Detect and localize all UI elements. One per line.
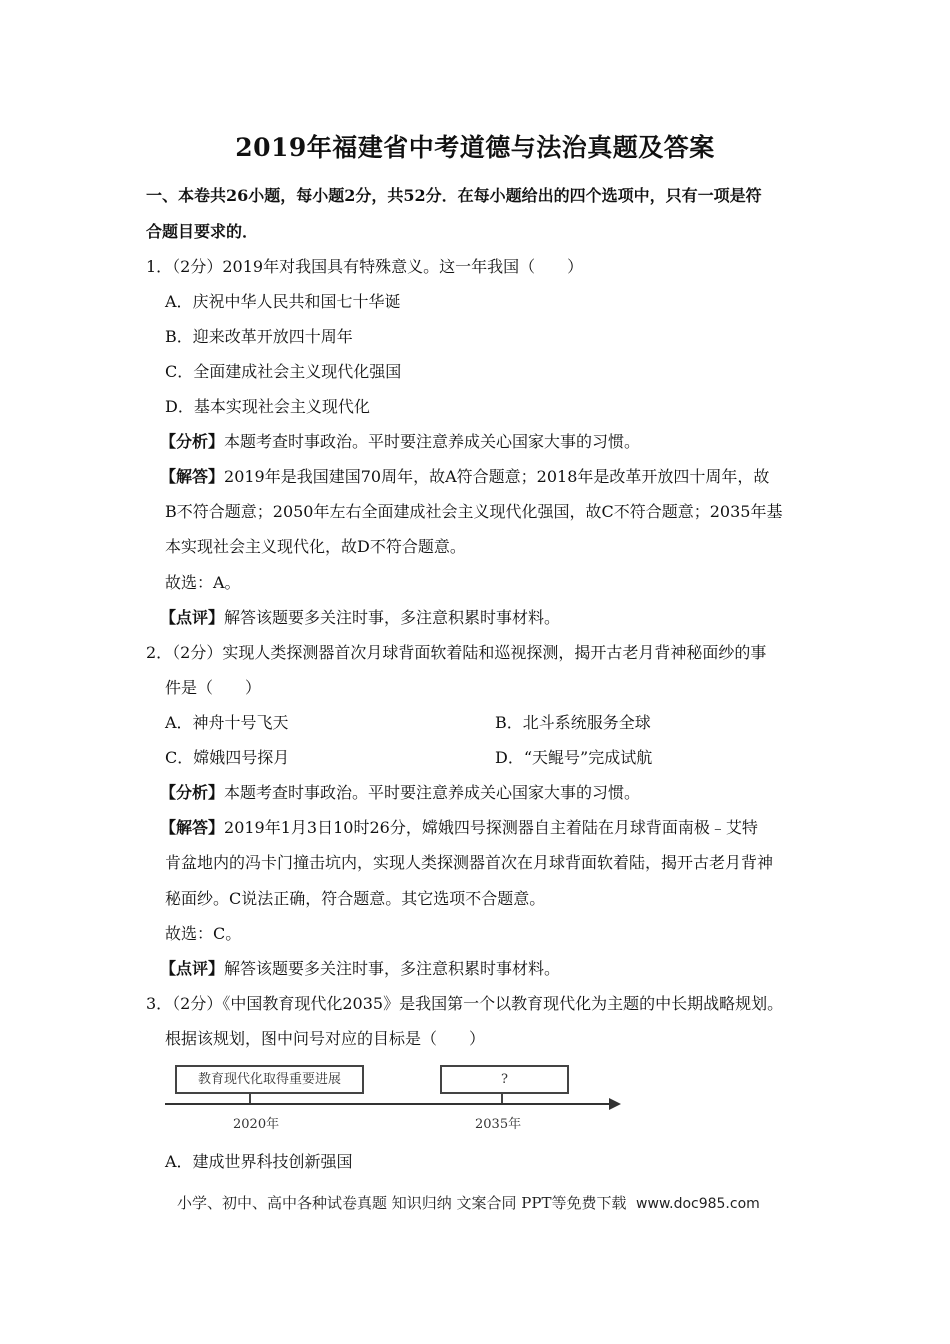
q1-answer-text1: 2019年是我国建国70周年，故A符合题意；2018年是改革开放四十周年，故 [224,467,770,486]
q2-option-d: D．“天鲲号”完成试航 [495,748,653,767]
q2-analysis [160,783,640,803]
q1-comment-text: 解答该题要多关注时事，多注意积累时事材料。 [224,608,561,627]
q2-analysis-tag: 【分析】 [160,783,225,802]
q2-answer-text1: 2019年1月3日10时26分，嫦娥四号探测器自主着陆在月球背面南极﹣艾特 [224,818,758,837]
page-footer [177,1192,760,1213]
section-heading-line1: 一、本卷共26小题，每小题2分，共52分．在每小题给出的四个选项中，只有一项是符 [146,186,762,205]
footer-url[interactable]: www.doc985.com [636,1196,760,1212]
q1-option-c: C．全面建成社会主义现代化强国 [165,362,402,381]
q2-stem-line1: 2．（2分）实现人类探测器首次月球背面软着陆和巡视探测，揭开古老月背神秘面纱的事 [146,643,767,662]
q1-option-d: D．基本实现社会主义现代化 [165,397,370,416]
q3-option-a: A．建成世界科技创新强国 [165,1152,353,1171]
q2-stem-line2: 件是（ ） [165,678,262,697]
timeline-box-2035: ? [440,1065,569,1094]
q1-option-b: B．迎来改革开放四十周年 [165,327,353,346]
timeline-axis [165,1103,611,1105]
q1-analysis-text: 本题考查时事政治。平时要注意养成关心国家大事的习惯。 [224,432,641,451]
q1-answer-line2: B不符合题意；2050年左右全面建成社会主义现代化强国，故C不符合题意；2035年基 [165,502,783,521]
q2-comment-tag: 【点评】 [160,959,225,978]
q2-option-a: A．神舟十号飞天 [165,713,289,732]
q1-answer-line1 [160,467,769,487]
timeline-box-2020: 教育现代化取得重要进展 [175,1065,364,1094]
q1-stem: 1．（2分）2019年对我国具有特殊意义。这一年我国（ ） [146,257,584,276]
page-title: 2019年福建省中考道德与法治真题及答案 [235,133,715,162]
q3-stem-line2: 根据该规划，图中问号对应的目标是（ ） [165,1029,486,1048]
q2-answer-tag: 【解答】 [160,818,225,837]
q1-option-a: A．庆祝中华人民共和国七十华诞 [165,292,401,311]
timeline-year-2035: 2035年 [475,1117,522,1132]
q1-comment-tag: 【点评】 [160,608,225,627]
q2-choice: 故选：C。 [165,924,242,943]
q2-answer-line3: 秘面纱。C说法正确，符合题意。其它选项不合题意。 [165,889,546,908]
q1-comment [160,608,560,628]
q2-analysis-text: 本题考查时事政治。平时要注意养成关心国家大事的习惯。 [224,783,641,802]
q1-analysis [160,432,640,452]
q2-comment [160,959,560,979]
q2-comment-text: 解答该题要多关注时事，多注意积累时事材料。 [224,959,561,978]
q2-option-b: B．北斗系统服务全球 [495,713,651,732]
q2-answer-line1 [160,818,758,838]
q1-answer-tag: 【解答】 [160,467,225,486]
q3-stem-line1: 3．（2分）《中国教育现代化2035》是我国第一个以教育现代化为主题的中长期战略规划。 [146,994,784,1013]
footer-text: 小学、初中、高中各种试卷真题 知识归纳 文案合同 PPT等免费下载 [177,1194,627,1212]
q2-option-c: C．嫦娥四号探月 [165,748,290,767]
q1-analysis-tag: 【分析】 [160,432,225,451]
timeline-figure [165,1060,625,1140]
section-heading-line2: 合题目要求的． [146,222,259,241]
timeline-arrow-icon [609,1098,621,1110]
timeline-year-2020: 2020年 [233,1117,280,1132]
q1-answer-line3: 本实现社会主义现代化，故D不符合题意。 [165,537,466,556]
q1-choice: 故选：A。 [165,573,241,592]
q2-answer-line2: 肯盆地内的冯卡门撞击坑内，实现人类探测器首次在月球背面软着陆，揭开古老月背神 [165,853,774,872]
